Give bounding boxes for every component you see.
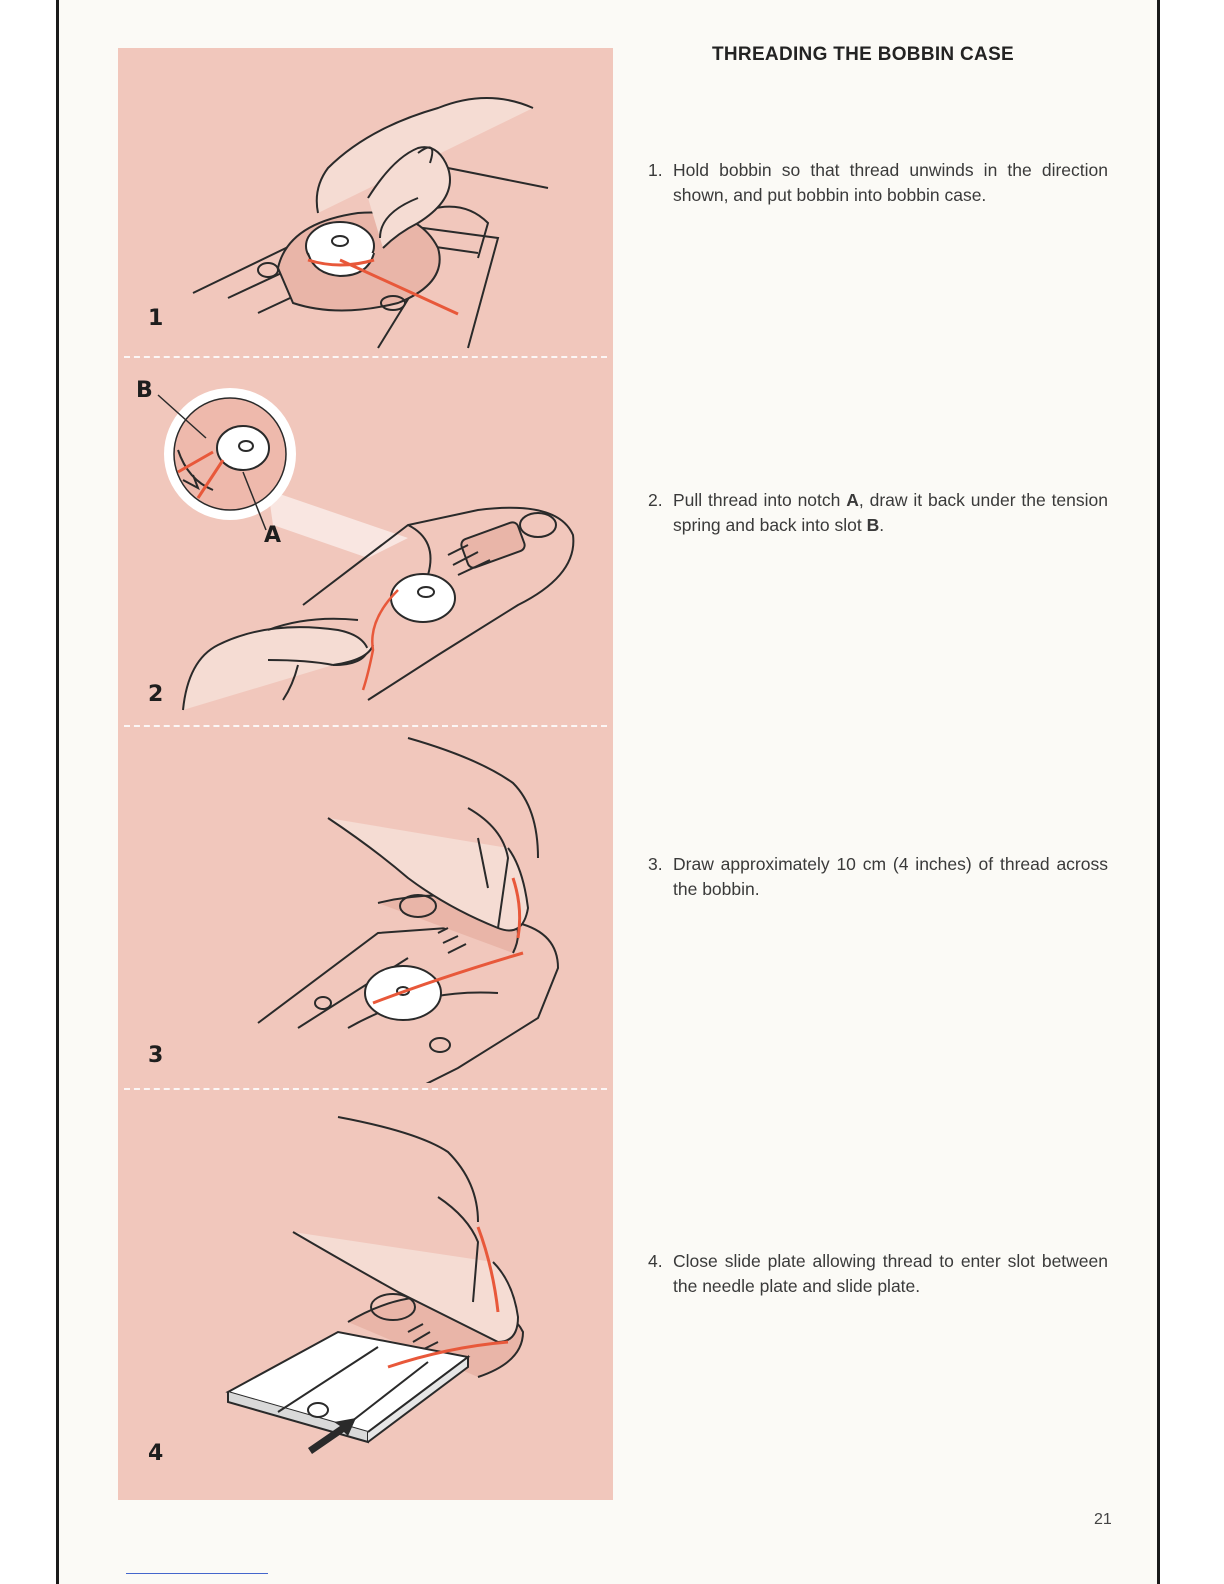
page-left-edge [56,0,59,1584]
callout-slot-b: B [136,378,153,403]
illustration-panel-4 [118,1092,613,1500]
instruction-step-1 [648,158,1108,207]
panel-divider [124,356,607,358]
thread-notch-illustration [118,360,613,720]
panel-divider [124,1088,607,1090]
step-number: 1. [648,160,663,180]
panel-label-3: 3 [148,1043,164,1068]
illustration-panel-3 [118,728,613,1083]
step-text: Hold bobbin so that thread unwinds in the direction shown, and put bobbin into bobbin case. [673,160,1108,205]
instruction-step-3 [648,852,1108,901]
callout-notch-a: A [264,523,282,548]
thread-across-bobbin-illustration [118,728,613,1083]
illustration-column [118,48,613,1500]
footer-rule [126,1573,268,1574]
illustration-panel-2 [118,360,613,720]
step-text-part: , draw it back under the tension spring and back into slot [673,490,1108,535]
notch-label: A [846,490,859,510]
close-slide-plate-illustration [118,1092,613,1500]
step-text: Close slide plate allowing thread to enter slot between the needle plate and slide plate. [673,1251,1108,1296]
page-number: 21 [1094,1511,1112,1528]
step-text-part: . [879,514,885,535]
panel-label-1: 1 [148,306,164,331]
page-title: THREADING THE BOBBIN CASE [712,44,1015,65]
panel-label-2: 2 [148,682,164,707]
instruction-step-2 [648,488,1108,537]
illustration-panel-1 [118,48,613,353]
step-number: 2. [648,490,663,510]
step-text-part: Pull thread into notch [673,490,847,510]
panel-label-4: 4 [148,1441,164,1466]
step-text [673,488,1108,537]
panel-divider [124,725,607,727]
step-text: Draw approximately 10 cm (4 inches) of thread across the bobbin. [673,854,1108,899]
step-number: 3. [648,854,663,874]
instruction-step-4 [648,1249,1108,1298]
step-number: 4. [648,1251,663,1271]
bobbin-insertion-illustration [118,48,613,353]
page-right-edge [1157,0,1160,1584]
slot-label: B [866,514,880,535]
